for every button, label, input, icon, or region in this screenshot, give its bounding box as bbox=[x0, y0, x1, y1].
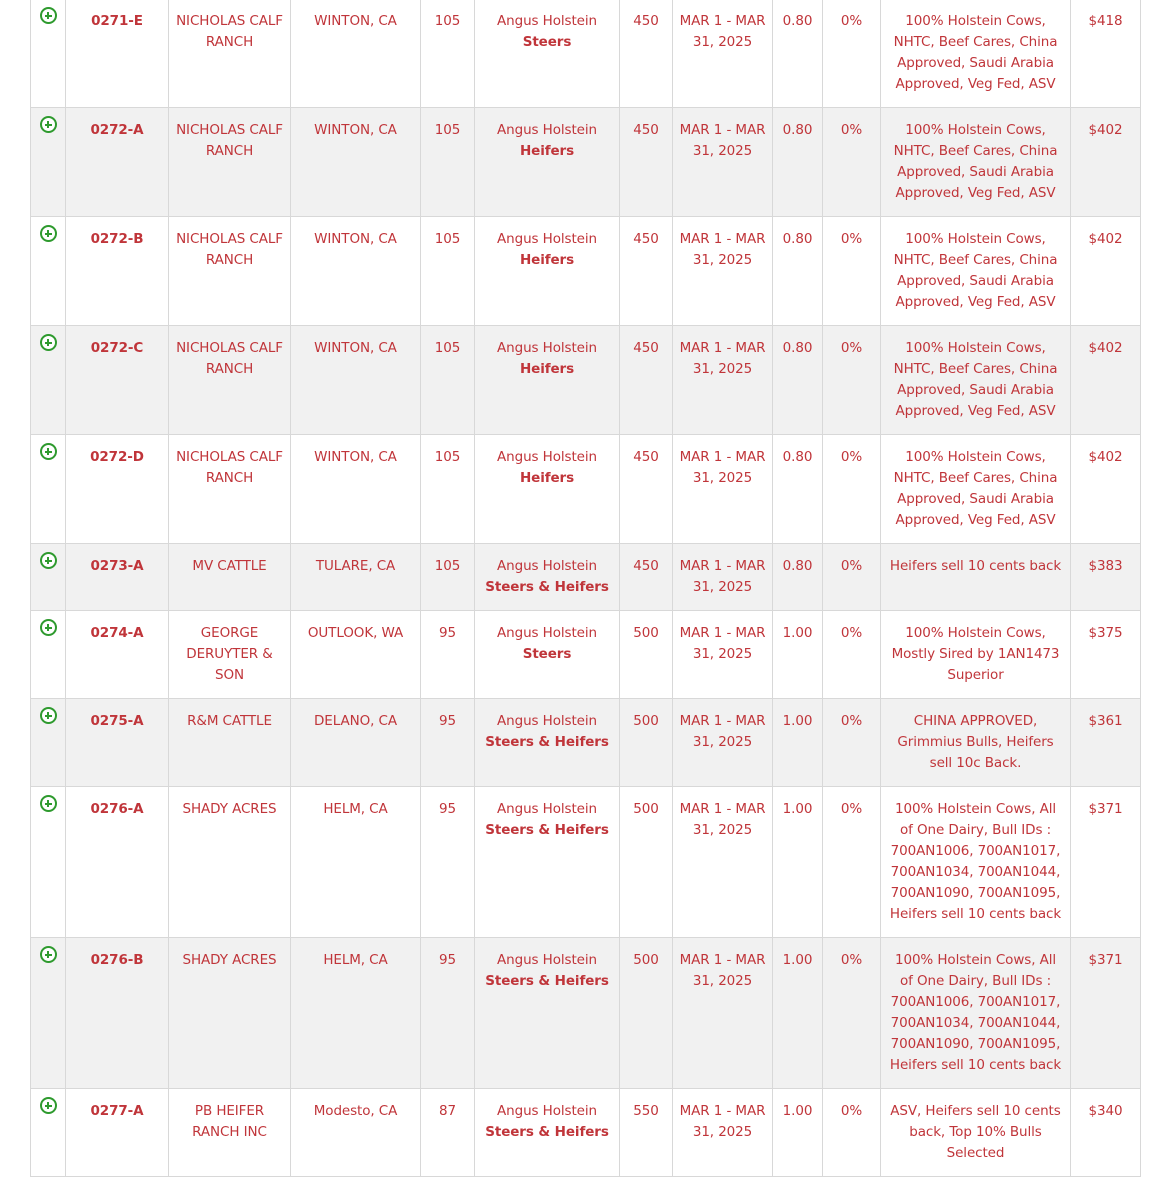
price-cell: $402 bbox=[1071, 435, 1141, 544]
table-row bbox=[31, 1089, 1141, 1177]
price-cell: $383 bbox=[1071, 544, 1141, 611]
table-row bbox=[31, 326, 1141, 435]
slide-cell: 0.80 bbox=[773, 0, 823, 108]
shrink-cell: 0% bbox=[823, 326, 881, 435]
expand-cell bbox=[31, 217, 66, 326]
shrink-cell: 0% bbox=[823, 435, 881, 544]
location-cell: Modesto, CA bbox=[291, 1089, 421, 1177]
location-cell: OUTLOOK, WA bbox=[291, 611, 421, 699]
expand-plus-icon[interactable] bbox=[40, 795, 57, 812]
breed-text: Angus Holstein bbox=[497, 713, 597, 729]
comments-cell: Heifers sell 10 cents back bbox=[881, 544, 1071, 611]
lot-table bbox=[30, 0, 1141, 1177]
shrink-cell: 0% bbox=[823, 0, 881, 108]
breed-text: Angus Holstein bbox=[497, 1103, 597, 1119]
table-row bbox=[31, 611, 1141, 699]
expand-cell bbox=[31, 611, 66, 699]
seller-cell: NICHOLAS CALF RANCH bbox=[169, 217, 291, 326]
lot-number-link[interactable]: 0272-D bbox=[90, 449, 144, 465]
expand-cell bbox=[31, 108, 66, 217]
description-cell bbox=[475, 108, 620, 217]
delivery-cell: MAR 1 - MAR 31, 2025 bbox=[673, 326, 773, 435]
table-row bbox=[31, 938, 1141, 1089]
lot-number-cell bbox=[66, 217, 169, 326]
sex-text: Steers & Heifers bbox=[485, 973, 609, 989]
lot-number-cell bbox=[66, 1089, 169, 1177]
breed-text: Angus Holstein bbox=[497, 340, 597, 356]
lot-number-cell bbox=[66, 611, 169, 699]
slide-cell: 1.00 bbox=[773, 1089, 823, 1177]
table-row bbox=[31, 108, 1141, 217]
lot-number-link[interactable]: 0276-B bbox=[90, 952, 144, 968]
breed-text: Angus Holstein bbox=[497, 449, 597, 465]
head-count-cell: 105 bbox=[421, 435, 475, 544]
delivery-cell: MAR 1 - MAR 31, 2025 bbox=[673, 938, 773, 1089]
weight-cell: 500 bbox=[620, 938, 673, 1089]
breed-text: Angus Holstein bbox=[497, 13, 597, 29]
expand-cell bbox=[31, 1089, 66, 1177]
weight-cell: 500 bbox=[620, 699, 673, 787]
lot-number-link[interactable]: 0271-E bbox=[91, 13, 143, 29]
shrink-cell: 0% bbox=[823, 544, 881, 611]
location-cell: WINTON, CA bbox=[291, 217, 421, 326]
location-cell: DELANO, CA bbox=[291, 699, 421, 787]
lot-number-cell bbox=[66, 938, 169, 1089]
price-cell: $402 bbox=[1071, 217, 1141, 326]
comments-cell: CHINA APPROVED, Grimmius Bulls, Heifers sell 10c Back. bbox=[881, 699, 1071, 787]
weight-cell: 550 bbox=[620, 1089, 673, 1177]
expand-plus-icon[interactable] bbox=[40, 334, 57, 351]
price-cell: $371 bbox=[1071, 938, 1141, 1089]
weight-cell: 450 bbox=[620, 544, 673, 611]
description-cell bbox=[475, 326, 620, 435]
sex-text: Heifers bbox=[519, 252, 575, 268]
description-cell bbox=[475, 217, 620, 326]
price-cell: $361 bbox=[1071, 699, 1141, 787]
sex-text: Steers & Heifers bbox=[485, 734, 609, 750]
sex-text: Steers bbox=[522, 34, 572, 50]
table-row bbox=[31, 787, 1141, 938]
table-row bbox=[31, 217, 1141, 326]
delivery-cell: MAR 1 - MAR 31, 2025 bbox=[673, 699, 773, 787]
sex-text: Steers bbox=[522, 646, 572, 662]
lot-number-link[interactable]: 0272-C bbox=[90, 340, 144, 356]
shrink-cell: 0% bbox=[823, 611, 881, 699]
price-cell: $375 bbox=[1071, 611, 1141, 699]
seller-cell: NICHOLAS CALF RANCH bbox=[169, 108, 291, 217]
lot-number-link[interactable]: 0272-A bbox=[90, 122, 144, 138]
head-count-cell: 105 bbox=[421, 0, 475, 108]
expand-plus-icon[interactable] bbox=[40, 1097, 57, 1114]
expand-cell bbox=[31, 699, 66, 787]
sex-text: Heifers bbox=[519, 470, 575, 486]
seller-cell: SHADY ACRES bbox=[169, 938, 291, 1089]
shrink-cell: 0% bbox=[823, 108, 881, 217]
sex-text: Heifers bbox=[519, 143, 575, 159]
comments-cell: 100% Holstein Cows, All of One Dairy, Bull IDs : 700AN1006, 700AN1017, 700AN1034, 700AN1044, 700AN1090, 700AN1095, Heifers sell 10 cents back bbox=[881, 787, 1071, 938]
slide-cell: 0.80 bbox=[773, 544, 823, 611]
table-row bbox=[31, 699, 1141, 787]
head-count-cell: 87 bbox=[421, 1089, 475, 1177]
weight-cell: 450 bbox=[620, 326, 673, 435]
delivery-cell: MAR 1 - MAR 31, 2025 bbox=[673, 435, 773, 544]
lot-number-link[interactable]: 0276-A bbox=[90, 801, 144, 817]
head-count-cell: 105 bbox=[421, 108, 475, 217]
expand-plus-icon[interactable] bbox=[40, 619, 57, 636]
description-cell bbox=[475, 1089, 620, 1177]
location-cell: WINTON, CA bbox=[291, 0, 421, 108]
expand-plus-icon[interactable] bbox=[40, 707, 57, 724]
head-count-cell: 105 bbox=[421, 326, 475, 435]
expand-cell bbox=[31, 0, 66, 108]
lot-number-cell bbox=[66, 326, 169, 435]
weight-cell: 450 bbox=[620, 0, 673, 108]
location-cell: TULARE, CA bbox=[291, 544, 421, 611]
comments-cell: 100% Holstein Cows, NHTC, Beef Cares, China Approved, Saudi Arabia Approved, Veg Fed, ASV bbox=[881, 108, 1071, 217]
price-cell: $371 bbox=[1071, 787, 1141, 938]
comments-cell: 100% Holstein Cows, NHTC, Beef Cares, China Approved, Saudi Arabia Approved, Veg Fed, ASV bbox=[881, 326, 1071, 435]
shrink-cell: 0% bbox=[823, 938, 881, 1089]
slide-cell: 1.00 bbox=[773, 787, 823, 938]
slide-cell: 0.80 bbox=[773, 435, 823, 544]
weight-cell: 450 bbox=[620, 435, 673, 544]
lot-number-cell bbox=[66, 435, 169, 544]
lot-table-body bbox=[31, 0, 1141, 1177]
expand-plus-icon[interactable] bbox=[40, 946, 57, 963]
slide-cell: 1.00 bbox=[773, 611, 823, 699]
lot-number-cell bbox=[66, 787, 169, 938]
location-cell: WINTON, CA bbox=[291, 435, 421, 544]
comments-cell: 100% Holstein Cows, NHTC, Beef Cares, China Approved, Saudi Arabia Approved, Veg Fed, ASV bbox=[881, 217, 1071, 326]
weight-cell: 500 bbox=[620, 611, 673, 699]
comments-cell: 100% Holstein Cows, NHTC, Beef Cares, China Approved, Saudi Arabia Approved, Veg Fed, ASV bbox=[881, 435, 1071, 544]
head-count-cell: 95 bbox=[421, 699, 475, 787]
lot-number-link[interactable]: 0274-A bbox=[90, 625, 144, 641]
price-cell: $340 bbox=[1071, 1089, 1141, 1177]
seller-cell: NICHOLAS CALF RANCH bbox=[169, 326, 291, 435]
lot-table-container bbox=[30, 0, 1140, 1177]
slide-cell: 0.80 bbox=[773, 217, 823, 326]
sex-text: Steers & Heifers bbox=[485, 1124, 609, 1140]
lot-number-link[interactable]: 0277-A bbox=[90, 1103, 144, 1119]
lot-number-link[interactable]: 0273-A bbox=[90, 558, 144, 574]
expand-cell bbox=[31, 544, 66, 611]
location-cell: HELM, CA bbox=[291, 787, 421, 938]
lot-number-link[interactable]: 0272-B bbox=[90, 231, 144, 247]
description-cell bbox=[475, 787, 620, 938]
description-cell bbox=[475, 611, 620, 699]
head-count-cell: 95 bbox=[421, 938, 475, 1089]
price-cell: $402 bbox=[1071, 326, 1141, 435]
delivery-cell: MAR 1 - MAR 31, 2025 bbox=[673, 0, 773, 108]
comments-cell: 100% Holstein Cows, NHTC, Beef Cares, China Approved, Saudi Arabia Approved, Veg Fed, ASV bbox=[881, 0, 1071, 108]
seller-cell: NICHOLAS CALF RANCH bbox=[169, 435, 291, 544]
sex-text: Steers & Heifers bbox=[485, 579, 609, 595]
location-cell: WINTON, CA bbox=[291, 108, 421, 217]
weight-cell: 500 bbox=[620, 787, 673, 938]
sex-text: Steers & Heifers bbox=[485, 822, 609, 838]
breed-text: Angus Holstein bbox=[497, 952, 597, 968]
location-cell: WINTON, CA bbox=[291, 326, 421, 435]
seller-cell: GEORGE DERUYTER & SON bbox=[169, 611, 291, 699]
shrink-cell: 0% bbox=[823, 217, 881, 326]
slide-cell: 0.80 bbox=[773, 108, 823, 217]
lot-number-cell bbox=[66, 108, 169, 217]
expand-cell bbox=[31, 326, 66, 435]
seller-cell: PB HEIFER RANCH INC bbox=[169, 1089, 291, 1177]
delivery-cell: MAR 1 - MAR 31, 2025 bbox=[673, 108, 773, 217]
description-cell bbox=[475, 0, 620, 108]
expand-cell bbox=[31, 787, 66, 938]
lot-number-cell bbox=[66, 699, 169, 787]
seller-cell: NICHOLAS CALF RANCH bbox=[169, 0, 291, 108]
expand-plus-icon[interactable] bbox=[40, 225, 57, 242]
delivery-cell: MAR 1 - MAR 31, 2025 bbox=[673, 1089, 773, 1177]
breed-text: Angus Holstein bbox=[497, 231, 597, 247]
description-cell bbox=[475, 544, 620, 611]
comments-cell: 100% Holstein Cows, All of One Dairy, Bull IDs : 700AN1006, 700AN1017, 700AN1034, 700AN1044, 700AN1090, 700AN1095, Heifers sell 10 cents back bbox=[881, 938, 1071, 1089]
seller-cell: R&M CATTLE bbox=[169, 699, 291, 787]
delivery-cell: MAR 1 - MAR 31, 2025 bbox=[673, 544, 773, 611]
table-row bbox=[31, 435, 1141, 544]
location-cell: HELM, CA bbox=[291, 938, 421, 1089]
price-cell: $402 bbox=[1071, 108, 1141, 217]
weight-cell: 450 bbox=[620, 108, 673, 217]
table-row bbox=[31, 0, 1141, 108]
head-count-cell: 105 bbox=[421, 217, 475, 326]
expand-plus-icon[interactable] bbox=[40, 552, 57, 569]
expand-plus-icon[interactable] bbox=[40, 7, 57, 24]
expand-plus-icon[interactable] bbox=[40, 116, 57, 133]
shrink-cell: 0% bbox=[823, 699, 881, 787]
slide-cell: 1.00 bbox=[773, 699, 823, 787]
breed-text: Angus Holstein bbox=[497, 625, 597, 641]
head-count-cell: 105 bbox=[421, 544, 475, 611]
delivery-cell: MAR 1 - MAR 31, 2025 bbox=[673, 611, 773, 699]
table-row bbox=[31, 544, 1141, 611]
expand-cell bbox=[31, 435, 66, 544]
slide-cell: 0.80 bbox=[773, 326, 823, 435]
lot-number-link[interactable]: 0275-A bbox=[90, 713, 144, 729]
shrink-cell: 0% bbox=[823, 1089, 881, 1177]
breed-text: Angus Holstein bbox=[497, 558, 597, 574]
sex-text: Heifers bbox=[519, 361, 575, 377]
description-cell bbox=[475, 435, 620, 544]
head-count-cell: 95 bbox=[421, 611, 475, 699]
shrink-cell: 0% bbox=[823, 787, 881, 938]
head-count-cell: 95 bbox=[421, 787, 475, 938]
slide-cell: 1.00 bbox=[773, 938, 823, 1089]
weight-cell: 450 bbox=[620, 217, 673, 326]
expand-cell bbox=[31, 938, 66, 1089]
seller-cell: SHADY ACRES bbox=[169, 787, 291, 938]
seller-cell: MV CATTLE bbox=[169, 544, 291, 611]
lot-number-cell bbox=[66, 544, 169, 611]
delivery-cell: MAR 1 - MAR 31, 2025 bbox=[673, 217, 773, 326]
lot-number-cell bbox=[66, 0, 169, 108]
comments-cell: ASV, Heifers sell 10 cents back, Top 10% Bulls Selected bbox=[881, 1089, 1071, 1177]
delivery-cell: MAR 1 - MAR 31, 2025 bbox=[673, 787, 773, 938]
price-cell: $418 bbox=[1071, 0, 1141, 108]
comments-cell: 100% Holstein Cows, Mostly Sired by 1AN1473 Superior bbox=[881, 611, 1071, 699]
description-cell bbox=[475, 938, 620, 1089]
description-cell bbox=[475, 699, 620, 787]
breed-text: Angus Holstein bbox=[497, 801, 597, 817]
breed-text: Angus Holstein bbox=[497, 122, 597, 138]
expand-plus-icon[interactable] bbox=[40, 443, 57, 460]
